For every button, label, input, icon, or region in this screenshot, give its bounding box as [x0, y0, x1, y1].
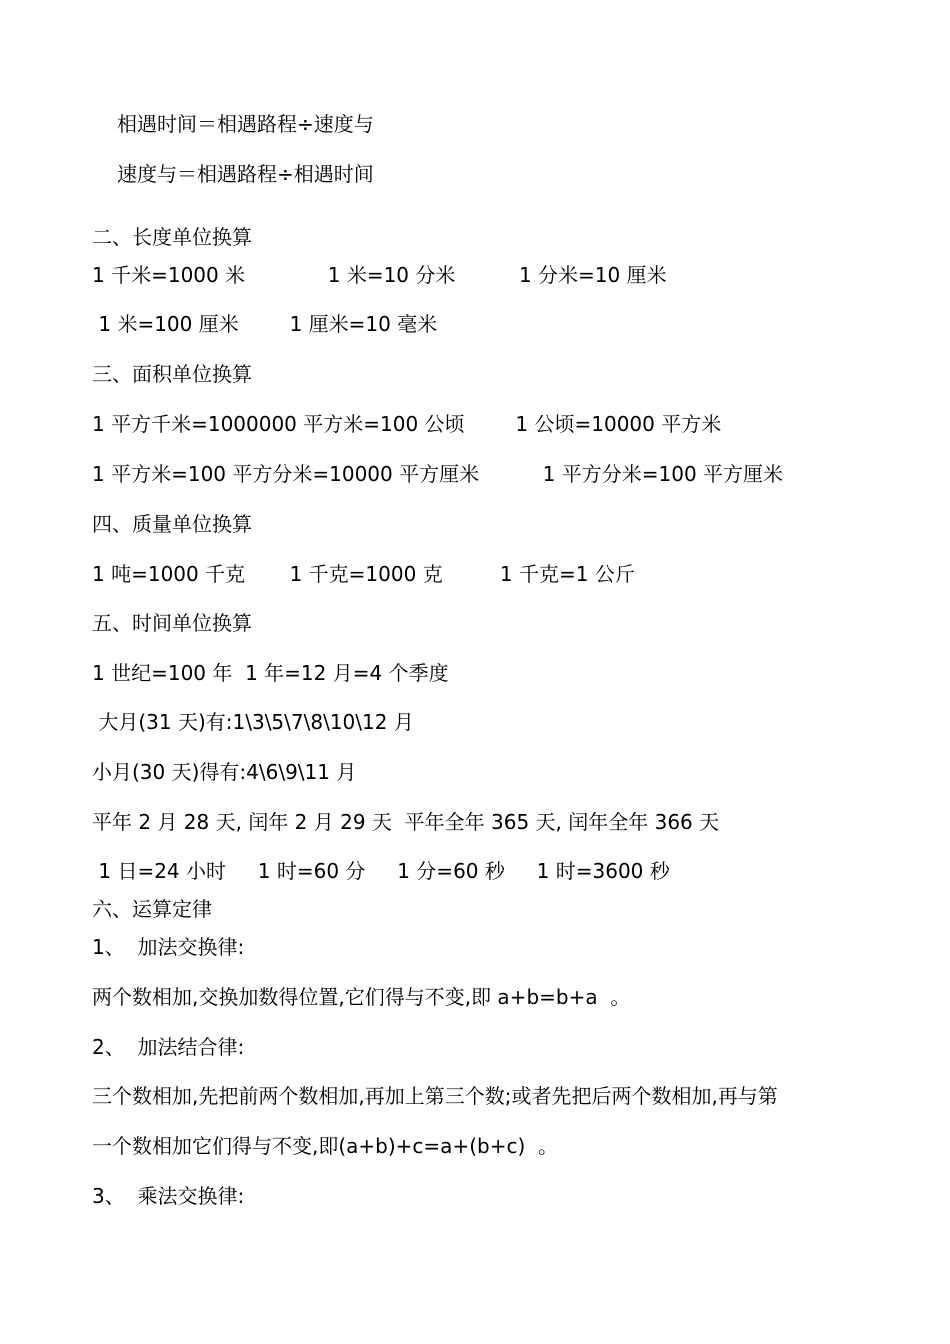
- section-heading-length: 二、长度单位换算: [92, 225, 252, 249]
- text-line-area-2: 1 平方米=100 平方分米=10000 平方厘米 1 平方分米=100 平方厘米: [92, 462, 784, 486]
- text-line-area-1: 1 平方千米=1000000 平方米=100 公顷 1 公顷=10000 平方米: [92, 412, 722, 436]
- text-line-laws-3: 2、 加法结合律:: [92, 1035, 245, 1059]
- text-line-laws-4: 三个数相加,先把前两个数相加,再加上第三个数;或者先把后两个数相加,再与第: [92, 1084, 778, 1108]
- text-line-length-2: 1 米=100 厘米 1 厘米=10 毫米: [92, 312, 438, 336]
- text-line-laws-6: 3、 乘法交换律:: [92, 1184, 245, 1208]
- section-heading-laws: 六、运算定律: [92, 897, 212, 921]
- text-line-laws-5: 一个数相加它们得与不变,即(a+b)+c=a+(b+c) 。: [92, 1134, 558, 1158]
- text-line-time-2: 大月(31 天)有:1\3\5\7\8\10\12 月: [92, 710, 414, 734]
- section-heading-time: 五、时间单位换算: [92, 611, 252, 635]
- text-line-time-5: 1 日=24 小时 1 时=60 分 1 分=60 秒 1 时=3600 秒: [92, 859, 670, 883]
- text-line-2: 速度与＝相遇路程÷相遇时间: [117, 162, 374, 186]
- text-line-mass-1: 1 吨=1000 千克 1 千克=1000 克 1 千克=1 公斤: [92, 562, 635, 586]
- text-line-laws-2: 两个数相加,交换加数得位置,它们得与不变,即 a+b=b+a 。: [92, 985, 631, 1009]
- section-heading-mass: 四、质量单位换算: [92, 512, 252, 536]
- text-line-1: 相遇时间＝相遇路程÷速度与: [117, 112, 374, 136]
- text-line-time-3: 小月(30 天)得有:4\6\9\11 月: [92, 760, 357, 784]
- text-line-time-1: 1 世纪=100 年 1 年=12 月=4 个季度: [92, 661, 449, 685]
- section-heading-area: 三、面积单位换算: [92, 362, 252, 386]
- text-line-time-4: 平年 2 月 28 天, 闰年 2 月 29 天 平年全年 365 天, 闰年全年 366 天: [92, 810, 720, 834]
- text-line-length-1: 1 千米=1000 米 1 米=10 分米 1 分米=10 厘米: [92, 263, 667, 287]
- text-line-laws-1: 1、 加法交换律:: [92, 935, 245, 959]
